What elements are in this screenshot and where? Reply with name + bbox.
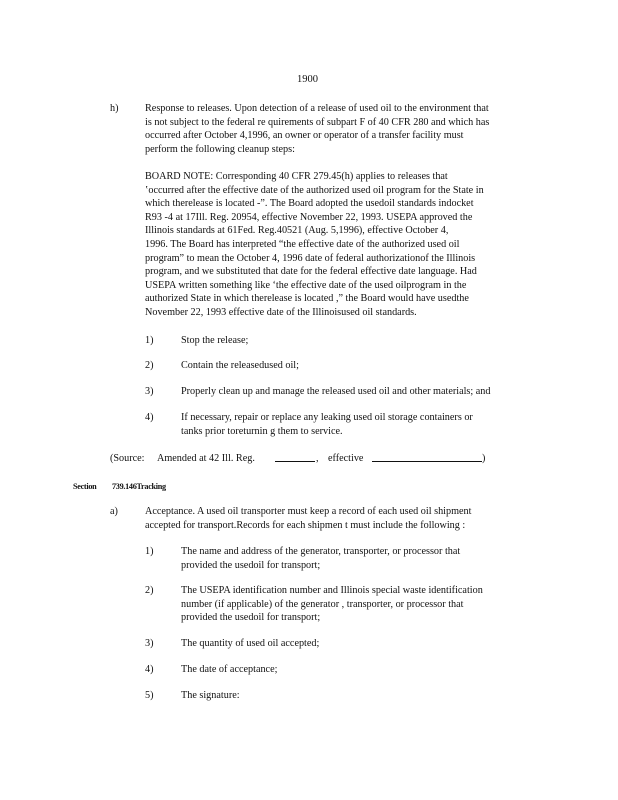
item-text	[181, 545, 511, 572]
board-note-line: program, and we substituted that date for the federal effective date language. Had	[145, 266, 477, 278]
step-number: 1)	[145, 335, 154, 346]
item-line: provided the usedoil for transport;	[181, 612, 321, 624]
step-text: Contain the releasedused oil;	[181, 360, 299, 371]
source-label: (Source:	[110, 453, 145, 464]
step-number: 2)	[145, 360, 154, 371]
para-h-line: Response to releases. Upon detection of a release of used oil to the environment that	[145, 103, 489, 114]
board-note-line: 1996. The Board has interpreted “the effective date of the authorized used oil	[145, 238, 460, 250]
item-line: The USEPA identification number and Illinois special waste identification	[181, 585, 483, 596]
item-number: 2)	[145, 585, 154, 596]
source-comma: ,	[316, 453, 319, 464]
board-note	[145, 170, 550, 320]
board-note-line: USEPA written something like ‘the effective date of the used oilprogram in the	[145, 279, 467, 291]
section-label: Section	[73, 482, 97, 491]
board-note-line: Illinois standards at 61Fed. Reg.40521 (Aug. 5,1996), effective October 4,	[145, 225, 449, 237]
step-text: Properly clean up and manage the released used oil and other materials; and	[181, 386, 491, 397]
para-h-line: perform the following cleanup steps:	[145, 143, 295, 155]
step-text	[181, 411, 526, 438]
para-h-line: is not subject to the federal re quirements of subpart F of 40 CFR 280 and which has	[145, 116, 490, 128]
item-number: 4)	[145, 664, 154, 675]
source-close-paren: )	[482, 453, 486, 464]
para-a-text	[145, 505, 525, 532]
item-text: The date of acceptance;	[181, 664, 278, 675]
source-reg-blank	[275, 452, 315, 462]
item-text: The quantity of used oil accepted;	[181, 638, 320, 649]
item-number: 1)	[145, 546, 154, 557]
step-line: If necessary, repair or replace any leaking used oil storage containers or	[181, 412, 473, 423]
source-date-blank	[372, 452, 482, 462]
board-note-line: November 22, 1993 effective date of the Illinoisused oil standards.	[145, 306, 417, 318]
para-a-label: a)	[110, 506, 118, 517]
item-line: The name and address of the generator, transporter, or processor that	[181, 546, 461, 557]
step-line: tanks prior toreturnin g them to service.	[181, 425, 343, 437]
item-number: 5)	[145, 690, 154, 701]
item-text	[181, 584, 526, 625]
board-note-line: authorized State in which therelease is located ,” the Board would have usedthe	[145, 293, 469, 305]
board-note-line: BOARD NOTE: Corresponding 40 CFR 279.45(h) applies to releases that	[145, 171, 448, 182]
board-note-line: program” to mean the October 4, 1996 date of federal authorizationof the Illinois	[145, 252, 476, 264]
board-note-line: ‛occurred after the effective date of the authorized used oil program for the State in	[145, 184, 484, 196]
board-note-line: which therelease is located -”. The Board adopted the usedoil standards indocket	[145, 198, 474, 210]
item-line: provided the usedoil for transport;	[181, 559, 321, 571]
para-h-text	[145, 102, 550, 156]
step-number: 4)	[145, 412, 154, 423]
item-number: 3)	[145, 638, 154, 649]
board-note-line: R93 -4 at 17Ill. Reg. 20954, effective November 22, 1993. USEPA approved the	[145, 211, 473, 223]
para-h-line: occurred after October 4,1996, an owner or operator of a transfer facility must	[145, 130, 464, 142]
para-h-label: h)	[110, 103, 119, 114]
item-text: The signature:	[181, 690, 240, 701]
step-number: 3)	[145, 386, 154, 397]
para-a-line: Acceptance. A used oil transporter must keep a record of each used oil shipment	[145, 506, 472, 517]
page-number: 1900	[297, 74, 318, 85]
source-effective: effective	[328, 453, 364, 464]
para-a-line: accepted for transport.Records for each shipmen t must include the following :	[145, 519, 466, 531]
item-line: number (if applicable) of the generator , transporter, or processor that	[181, 598, 464, 610]
source-text: Amended at 42 Ill. Reg.	[157, 453, 255, 464]
step-text: Stop the release;	[181, 335, 249, 346]
section-title: 739.146Tracking	[112, 482, 166, 491]
